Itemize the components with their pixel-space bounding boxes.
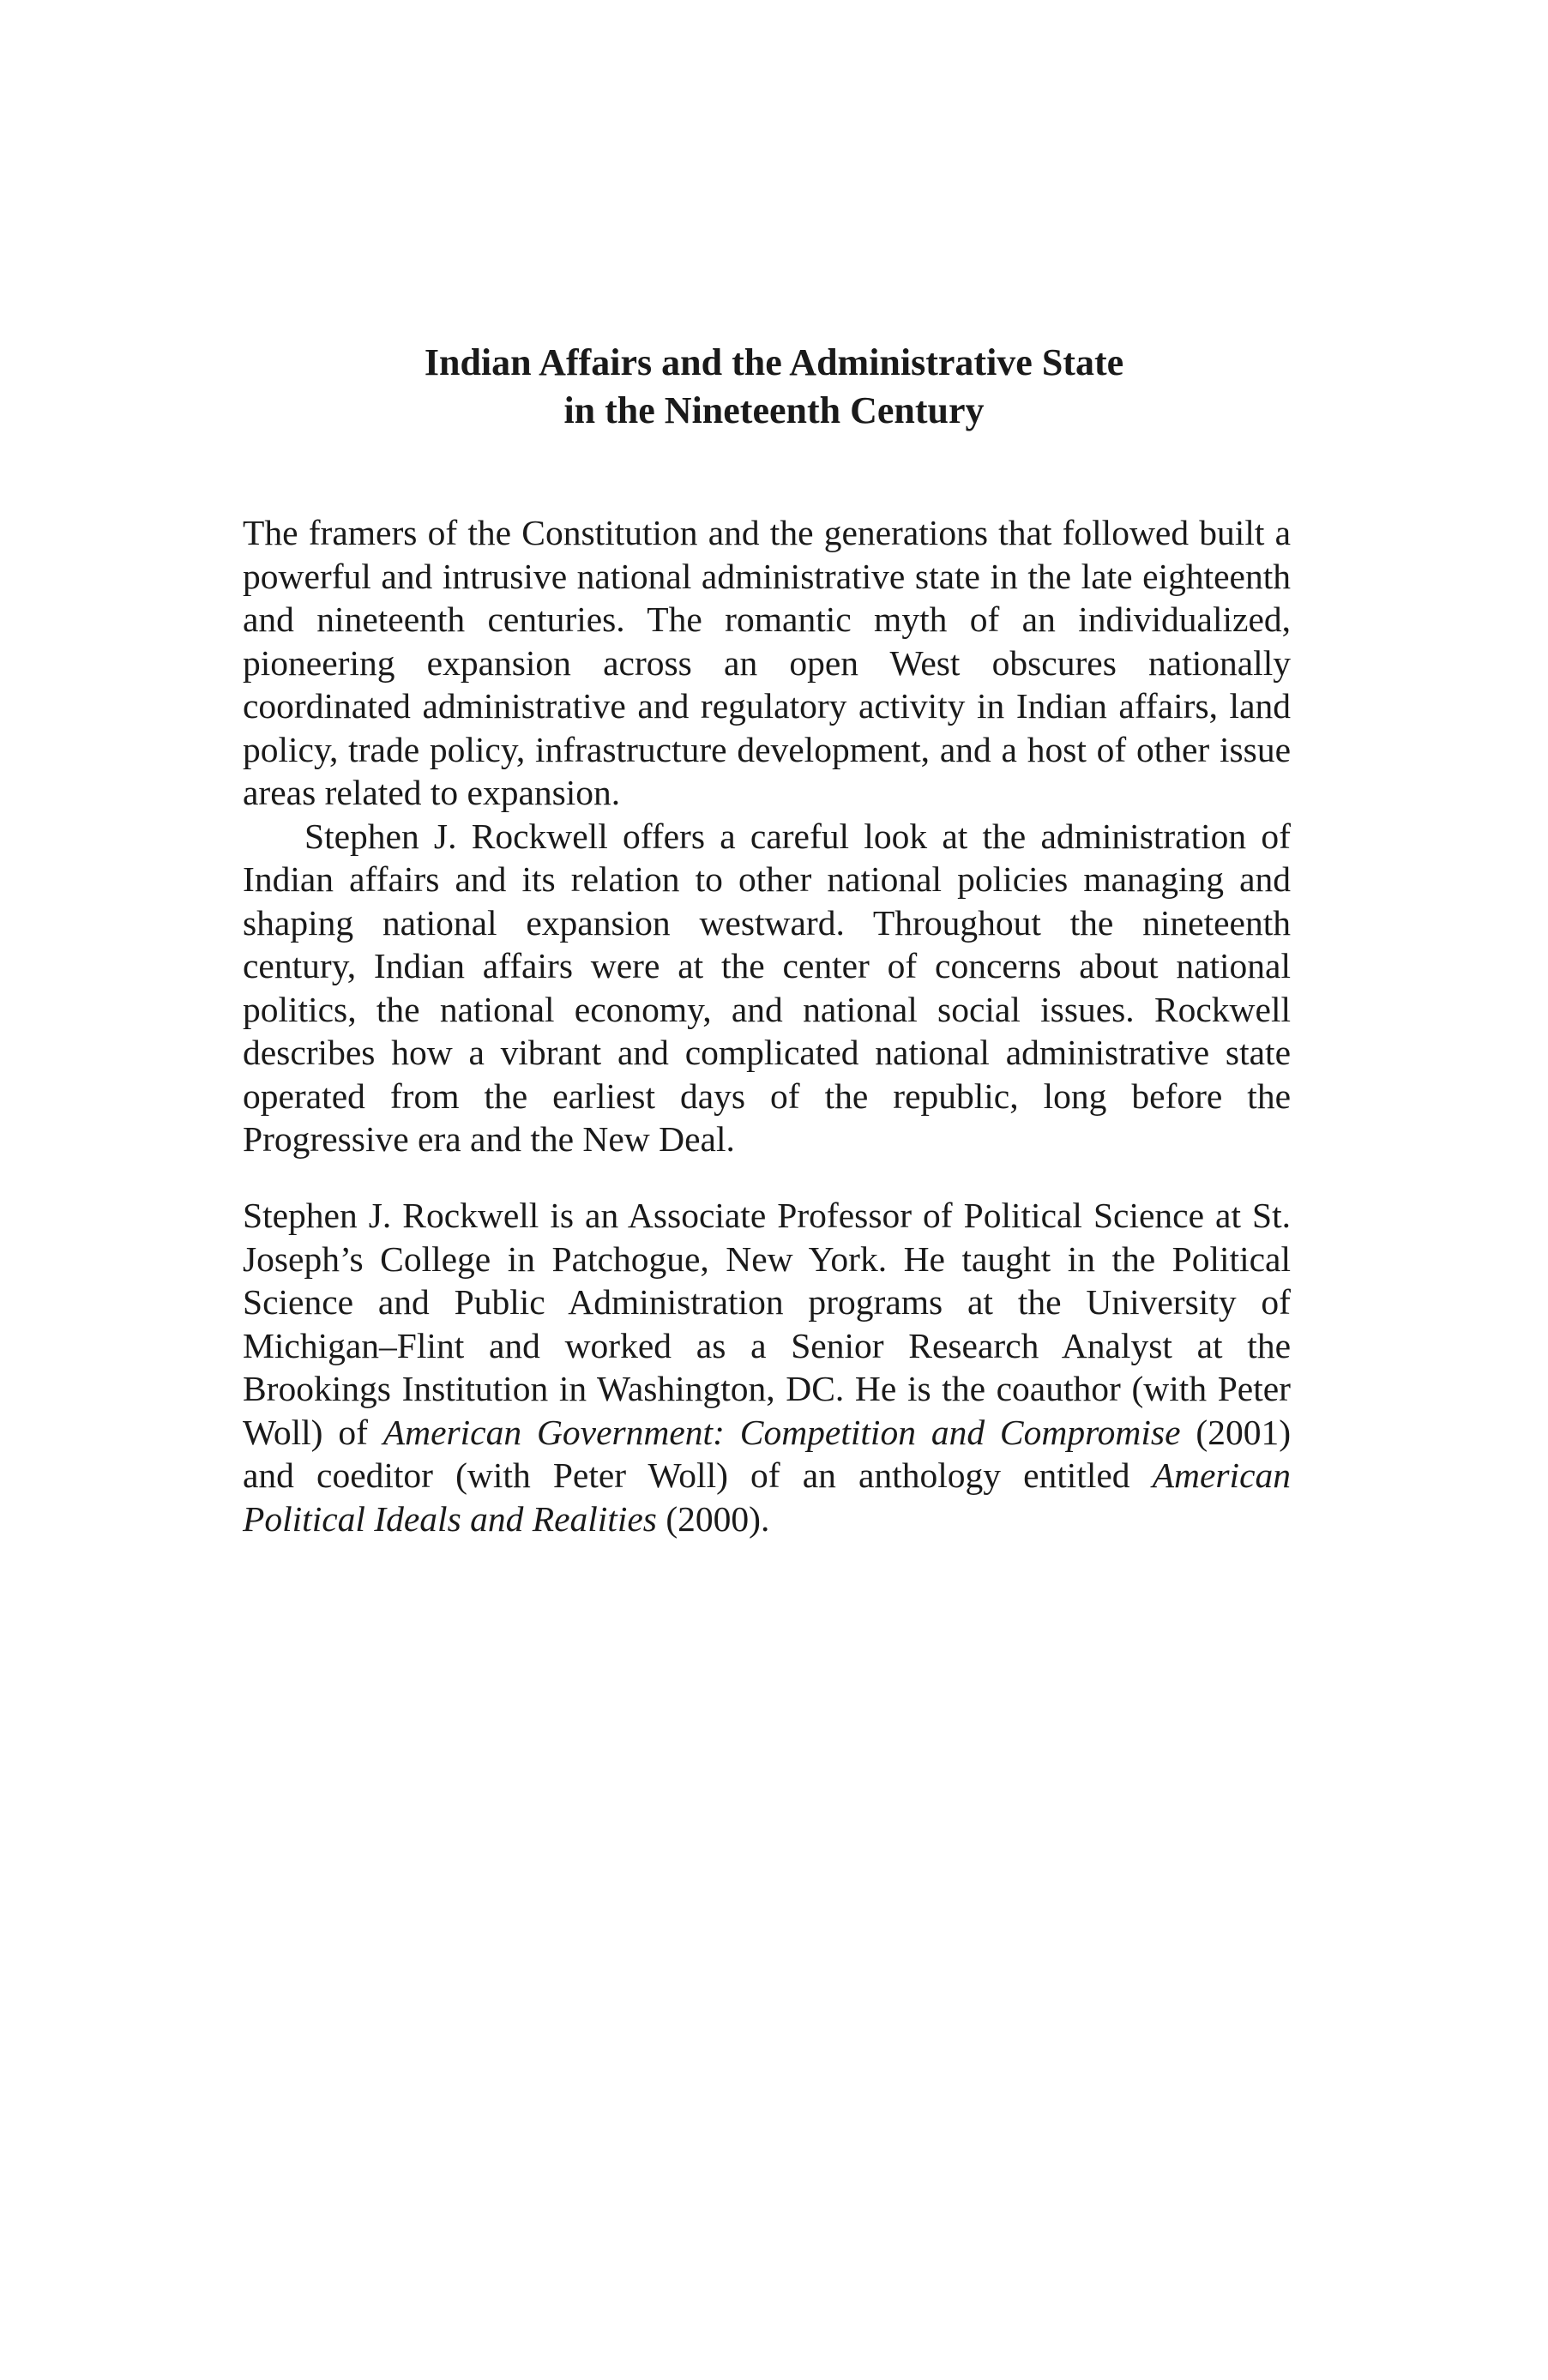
description-paragraph-2: Stephen J. Rockwell offers a careful look at the administration of Indian affairs and its relation to other national policies managing and shaping national expansion westward. Throughout the nineteenth century, Indian affairs were at the center of concerns about national politics, the national economy, and national social issues. Rockwell describes how a vibrant and complicated national administrative state operated from the earliest days of the republic, long before the Progressive era and the New Deal. (243, 816, 1291, 1159)
title-line-1: Indian Affairs and the Administrative State (424, 341, 1124, 383)
title-line-2: in the Nineteenth Century (563, 389, 985, 431)
bio-text-2: (2001) and coeditor (with Peter Woll) of an anthology entitled (243, 1412, 1292, 1495)
author-bio (243, 1194, 1291, 1540)
bio-book-title-1: American Government: Competition and Compromise (382, 1412, 1181, 1452)
page-title (0, 339, 1548, 435)
author-bio-paragraph (243, 1194, 1291, 1540)
bio-book-title-2: American Political Ideals and Realities (243, 1455, 1291, 1539)
description-paragraph-1: The framers of the Constitution and the generations that followed built a powerful and intrusive national administrative state in the late eighteenth and nineteenth centuries. The romantic myth of an individualized, pioneering expansion across an open West obscures nationally coordinated administrative and regulatory activity in Indian affairs, land policy, trade policy, infrastructure development, and a host of other issue areas related to expansion. (243, 513, 1291, 812)
book-description (243, 511, 1291, 1161)
bio-text-3: (2000). (656, 1498, 770, 1539)
bio-text-1: Stephen J. Rockwell is an Associate Professor of Political Science at St. Joseph’s College in Patchogue, New York. He taught in the Political Science and Public Administration programs at the University of Michigan–Flint and worked as a Senior Research Analyst at the Brookings Institution in Washington, DC. He is the coauthor (with Peter Woll) of (243, 1196, 1291, 1452)
